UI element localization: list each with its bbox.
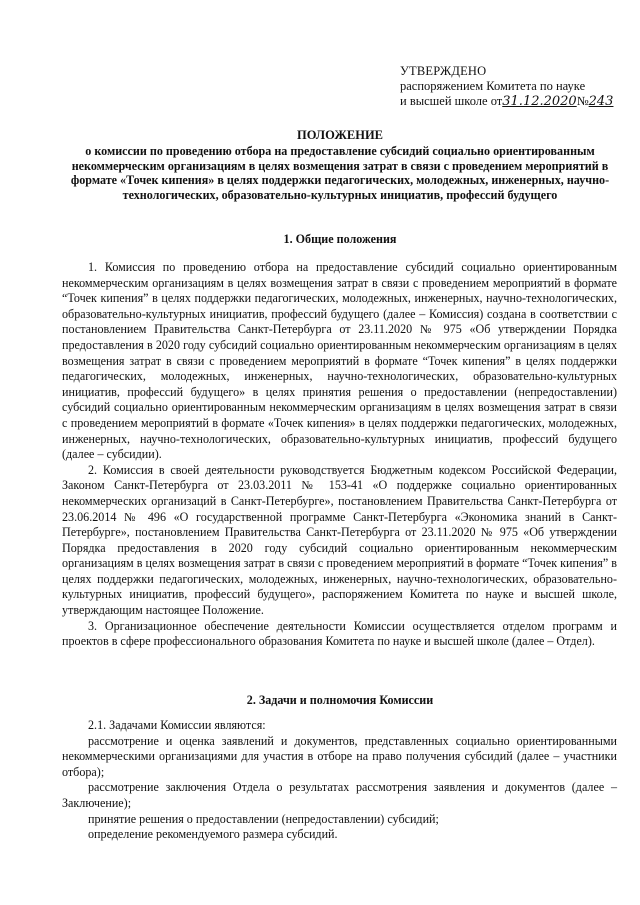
document-title-block xyxy=(60,128,620,203)
section-1-heading: 1. Общие положения xyxy=(283,232,397,246)
task-item-4: определение рекомендуемого размера субсидий. xyxy=(88,827,338,842)
section-2-intro: 2.1. Задачами Комиссии являются: xyxy=(88,718,266,732)
approval-line-2-prefix: и высшей школе от xyxy=(400,94,503,108)
approval-line-1: распоряжением Комитета по науке xyxy=(400,79,586,93)
document-subtitle: о комиссии по проведению отбора на предоставление субсидий социально ориентированным некоммерческим организациям в целях возмещения затрат в связи с проведением мероприятий в формате «Точек кипения» в целях поддержки педагогических, молодежных, инженерных, научно-технологических, образовательно-культурных инициатив, профессий будущего xyxy=(70,143,610,203)
task-item-2: рассмотрение заключения Отдела о результатах рассмотрения заявления и документов (далее – Заключение); xyxy=(62,780,617,810)
section-1-paragraph-1: 1. Комиссия по проведению отбора на предоставление субсидий социально ориентированным некоммерческим организациям в целях возмещения затрат в связи с проведением мероприятий в формате “Точек кипения” в целях поддержки педагогических, молодежных, инженерных, научно-технологических, образовательно-культурных инициатив, профессий будущего (далее – Комиссия) создана в соответствии с постановлением Правительства Санкт-Петербурга от 23.11.2020 № 975 «Об утверждении Порядка предоставления в 2020 году субсидий социально ориентированным некоммерческим организациям в целях возмещения затрат в связи с проведением мероприятий в формате “Точек кипения” в целях поддержки педагогических, молодежных, инженерных, научно-технологических, образовательно-культурных инициатив, профессий будущего» в целях принятия решения о предоставлении (непредоставлении) субсидий социально ориентированным некоммерческим организациям в целях возмещения затрат в связи с проведением мероприятий в формате «Точек кипения» в целях поддержки педагогических, молодежных, инженерных, научно-технологических, образовательно-культурных инициатив, профессий будущего (далее – субсидии). xyxy=(62,260,617,462)
approval-number-prefix: № xyxy=(576,94,589,108)
handwritten-date: 31.12.2020 xyxy=(502,94,577,109)
section-2-heading: 2. Задачи и полномочия Комиссии xyxy=(246,693,434,707)
approval-stamp-block xyxy=(400,64,630,109)
task-item-1: рассмотрение и оценка заявлений и документов, представленных социально ориентированными некоммерческими организациями для участия в отборе на право получения субсидий (далее – участники отбора); xyxy=(62,733,617,779)
approval-line-2 xyxy=(400,94,630,109)
section-2-body xyxy=(62,718,617,843)
section-1-paragraph-3: 3. Организационное обеспечение деятельности Комиссии осуществляется отделом программ и проектов в сфере профессионального образования Комитета по науке и высшей школе (далее – Отдел). xyxy=(62,618,617,649)
task-item-3: принятие решения о предоставлении (непредоставлении) субсидий; xyxy=(88,811,439,826)
handwritten-number: 243 xyxy=(588,94,614,109)
section-1-body xyxy=(62,260,617,650)
section-1-paragraph-2: 2. Комиссия в своей деятельности руководствуется Бюджетным кодексом Российской Федерации, Законом Санкт-Петербурга от 23.03.2011 № 153-41 «О поддержке социально ориентированных некоммерческих организаций в Санкт-Петербурге», постановлением Правительства Санкт-Петербурга от 23.06.2014 № 496 «О государственной программе Санкт-Петербурга «Экономика знаний в Санкт-Петербурге», постановлением Правительства Санкт-Петербурга от 23.11.2020 № 975 «Об утверждении Порядка предоставления в 2020 году субсидий социально ориентированным некоммерческим организациям в целях возмещения затрат в связи с проведением мероприятий в формате “Точек кипения” в целях поддержки педагогических, молодежных, инженерных, научно-технологических, образовательно-культурных инициатив, профессий будущего», распоряжением Комитета по науке и высшей школе, утверждающим настоящее Положение. xyxy=(62,462,617,618)
approval-heading: УТВЕРЖДЕНО xyxy=(400,64,487,78)
document-title: ПОЛОЖЕНИЕ xyxy=(296,128,384,142)
